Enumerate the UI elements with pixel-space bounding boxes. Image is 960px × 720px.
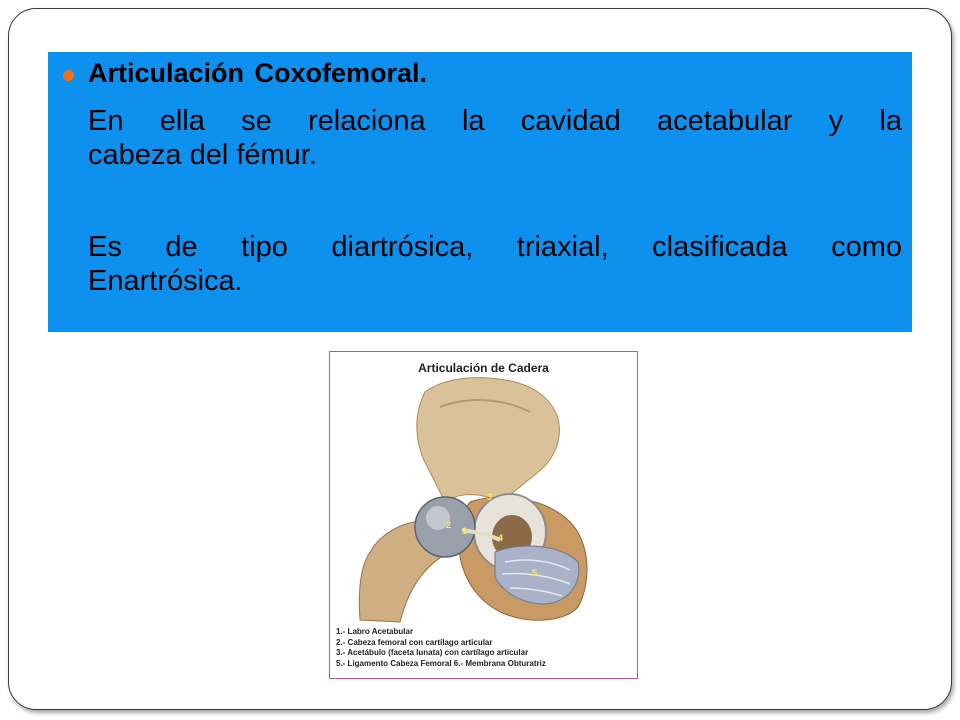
legend-item: 1.- Labro Acetabular bbox=[336, 627, 414, 636]
figure-number-label: 4 bbox=[498, 533, 504, 543]
paragraph-classification bbox=[88, 230, 902, 298]
legend-item: 3.- Acetábulo (faceta lunata) con cartílago articular bbox=[336, 648, 529, 657]
paragraph-acetabular bbox=[88, 104, 902, 172]
legend-item: 2.- Cabeza femoral con cartílago articular bbox=[336, 637, 493, 647]
slide-heading: Articulación Coxofemoral. bbox=[88, 58, 428, 88]
bullet-icon bbox=[63, 70, 74, 81]
paragraph-line: cabeza del fémur. bbox=[88, 139, 317, 171]
figure-legend bbox=[336, 627, 632, 669]
figure-title: Articulación de Cadera bbox=[418, 361, 549, 375]
paragraph-line: Es de tipo diartrósica, triaxial, clasificada como bbox=[88, 231, 902, 263]
figure-number-label: 2 bbox=[446, 520, 452, 530]
hip-joint-figure bbox=[329, 351, 638, 679]
figure-number-label: 5 bbox=[532, 568, 538, 578]
figure-number-label: 1 bbox=[462, 526, 468, 536]
legend-item: 5.- Ligamento Cabeza Femoral 6.- Membrana Obturatriz bbox=[336, 658, 546, 668]
paragraph-line: En ella se relaciona la cavidad acetabular y la bbox=[88, 105, 902, 137]
paragraph-line: Enartrósica. bbox=[88, 265, 243, 297]
figure-number-label: 3 bbox=[487, 492, 493, 502]
